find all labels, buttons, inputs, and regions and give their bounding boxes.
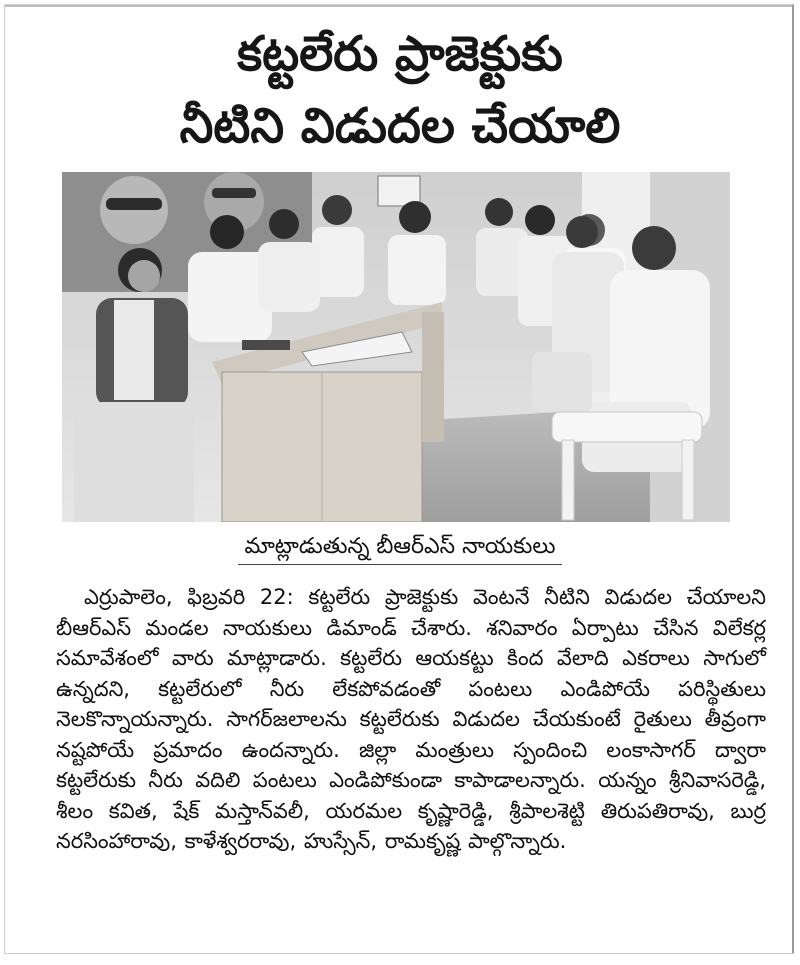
news-photo [62,172,730,522]
caption-text: మాట్లాడుతున్న బీఆర్ఎస్ నాయకులు [238,532,561,565]
article-paragraph: ఎర్రుపాలెం, ఫిబ్రవరి 22: కట్టలేరు ప్రాజెక్టుకు వెంటనే నీటిని విడుదల చేయాలని బీఆర్ఎస్ మండల నాయకులు డిమాండ్ చేశారు. శనివారం ఏర్పాటు చేసిన విలేకర్ల సమావేశంలో వారు మాట్లాడారు. కట్టలేరు ఆయకట్టు కింద వేలాది ఎకరాలు సాగులో ఉన్నదని, కట్టలేరులో నీరు లేకపోవడంతో పంటలు ఎండిపోయే పరిస్థితులు నెలకొన్నాయన్నారు. సాగర్‌జలాలను కట్టలేరుకు విడుదల చేయకుంటే రైతులు తీవ్రంగా నష్టపోయే ప్రమాదం ఉందన్నారు. జిల్లా మంత్రులు స్పందించి లంకాసాగర్ ద్వారా కట్టలేరుకు నీరు వదిలి పంటలు ఎండిపోకుండా కాపాడాలన్నారు. యన్నం శ్రీనివాసరెడ్డి, శీలం కవిత, షేక్ మస్తాన్‌వలీ, యరమల కృష్ణారెడ్డి, శ్రీపాలశెట్టి తిరుపతిరావు, బుర్ర నరసింహారావు, కాళేశ్వరరావు, హుస్సేన్, రామకృష్ణ పాల్గొన్నారు. [56,585,766,853]
photo-caption [0,532,800,565]
article-body [56,582,766,857]
top-rule [5,5,792,7]
headline-line-1: కట్టలేరు ప్రాజెక్టుకు [237,26,563,82]
headline-line-2: నీటిని విడుదల చేయాలి [179,98,621,154]
